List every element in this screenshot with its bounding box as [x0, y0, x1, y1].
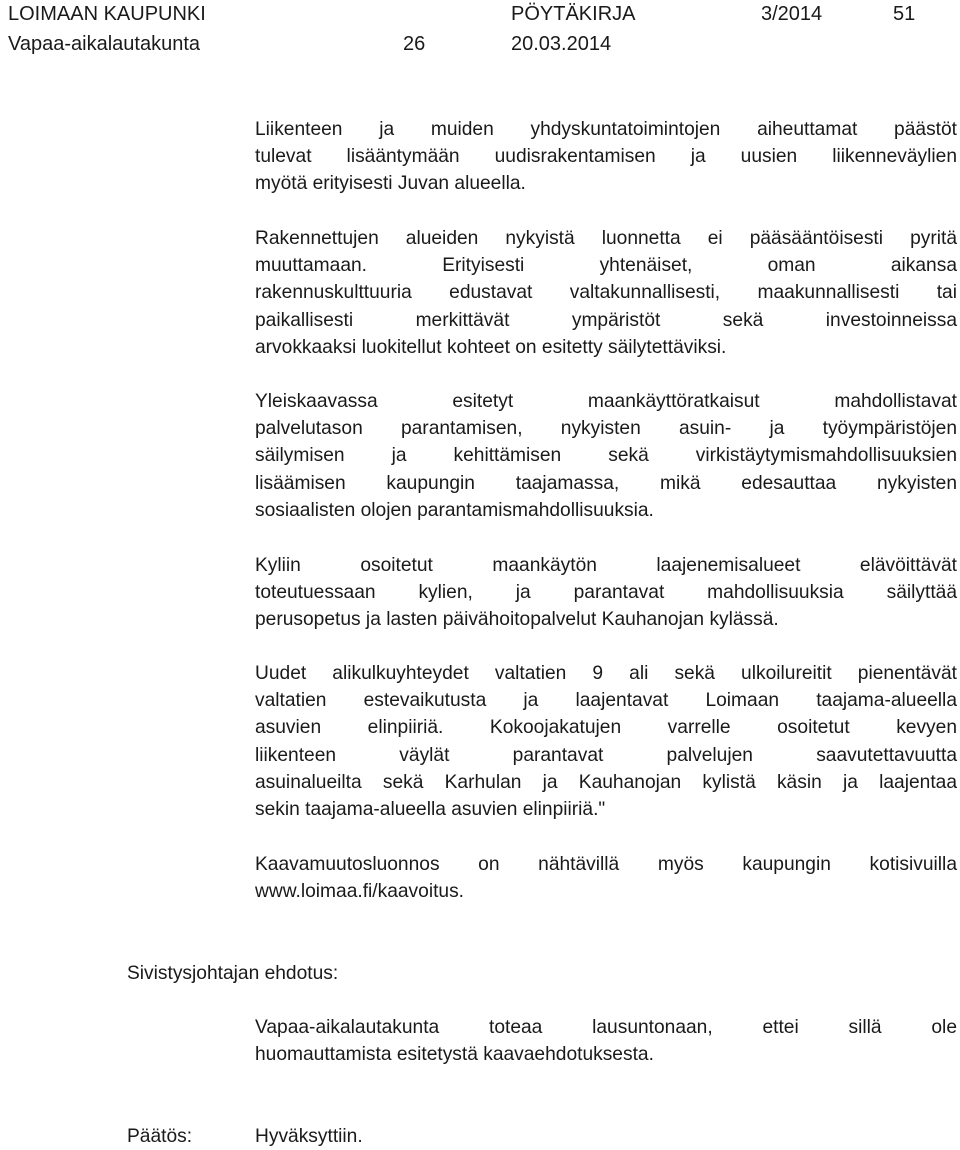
text-line: huomauttamista esitetystä kaavaehdotuksesta. — [255, 1044, 654, 1066]
meeting-date: 20.03.2014 — [511, 33, 612, 55]
text-line: arvokkaaksi luokitellut kohteet on esitetty säilytettäviksi. — [255, 336, 727, 358]
section-number: 26 — [403, 33, 426, 55]
text-line: tulevat lisääntymään uudisrakentamisen ja uusien liikenneväylien — [255, 146, 957, 168]
text-line: Kaavamuutosluonnos on nähtävillä myös kaupungin kotisivuilla — [255, 854, 957, 875]
text-line: sekin taajama-alueella asuvien elinpiiriä." — [255, 798, 606, 820]
page-number: 51 — [893, 3, 916, 25]
paragraph-emissions — [255, 116, 957, 198]
text-line: Kyliin osoitetut maankäytön laajenemisalueet elävöittävät — [255, 555, 957, 576]
text-line: liikenteen väylät parantavat palvelujen saavutettavuutta — [255, 744, 957, 766]
text-line: myötä erityisesti Juvan alueella. — [255, 173, 526, 195]
text-line: muuttamaan. Erityisesti yhtenäiset, oman aikansa — [255, 255, 957, 277]
text-line: perusopetus ja lasten päivähoitopalvelut Kauhanojan kylässä. — [255, 609, 779, 631]
paragraph-built-areas — [255, 225, 957, 361]
committee-name: Vapaa-aikalautakunta — [8, 33, 200, 55]
text-line: säilymisen ja kehittämisen sekä virkistäytymismahdollisuuksien — [255, 445, 957, 467]
text-line: www.loimaa.fi/kaavoitus. — [255, 881, 465, 903]
text-line: palvelutason parantamisen, nykyisten asuin- ja työympäristöjen — [255, 418, 957, 440]
paragraph-traffic — [255, 660, 957, 823]
paragraph-land-use — [255, 388, 957, 524]
text-line: Uudet alikulkuyhteydet valtatien 9 ali sekä ulkoilureitit pienentävät — [255, 663, 957, 684]
decision-text: Hyväksyttiin. — [255, 1126, 363, 1147]
text-line: Liikenteen ja muiden yhdyskuntatoimintojen aiheuttamat päästöt — [255, 119, 957, 140]
text-line: Yleiskaavassa esitetyt maankäyttöratkaisut mahdollistavat — [255, 391, 957, 412]
text-line: rakennuskulttuuria edustavat valtakunnallisesti, maakunnallisesti tai — [255, 282, 957, 304]
document-type: PÖYTÄKIRJA — [511, 3, 636, 25]
text-line: asuinalueilta sekä Karhulan ja Kauhanojan kylistä käsin ja laajentaa — [255, 771, 957, 793]
text-line: lisäämisen kaupungin taajamassa, mikä edesauttaa nykyisten — [255, 472, 957, 494]
text-line: sosiaalisten olojen parantamismahdollisuuksia. — [255, 499, 654, 521]
proposal-text — [255, 1014, 957, 1068]
text-line: valtatien estevaikutusta ja laajentavat Loimaan taajama-alueella — [255, 690, 957, 712]
proposal-label: Sivistysjohtajan ehdotus: — [127, 963, 339, 984]
document-number: 3/2014 — [761, 3, 823, 25]
decision-label: Päätös: — [127, 1126, 193, 1147]
text-line: asuvien elinpiiriä. Kokoojakatujen varrelle osoitetut kevyen — [255, 717, 957, 739]
text-line: Vapaa-aikalautakunta toteaa lausuntonaan, ettei sillä ole — [255, 1017, 957, 1038]
paragraph-website — [255, 851, 957, 905]
text-line: paikallisesti merkittävät ympäristöt sekä investoinneissa — [255, 309, 957, 331]
paragraph-villages — [255, 552, 957, 634]
text-line: Rakennettujen alueiden nykyistä luonnetta ei pääsääntöisesti pyritä — [255, 228, 957, 249]
organization-name: LOIMAAN KAUPUNKI — [8, 3, 206, 25]
text-line: toteutuessaan kylien, ja parantavat mahdollisuuksia säilyttää — [255, 582, 957, 604]
